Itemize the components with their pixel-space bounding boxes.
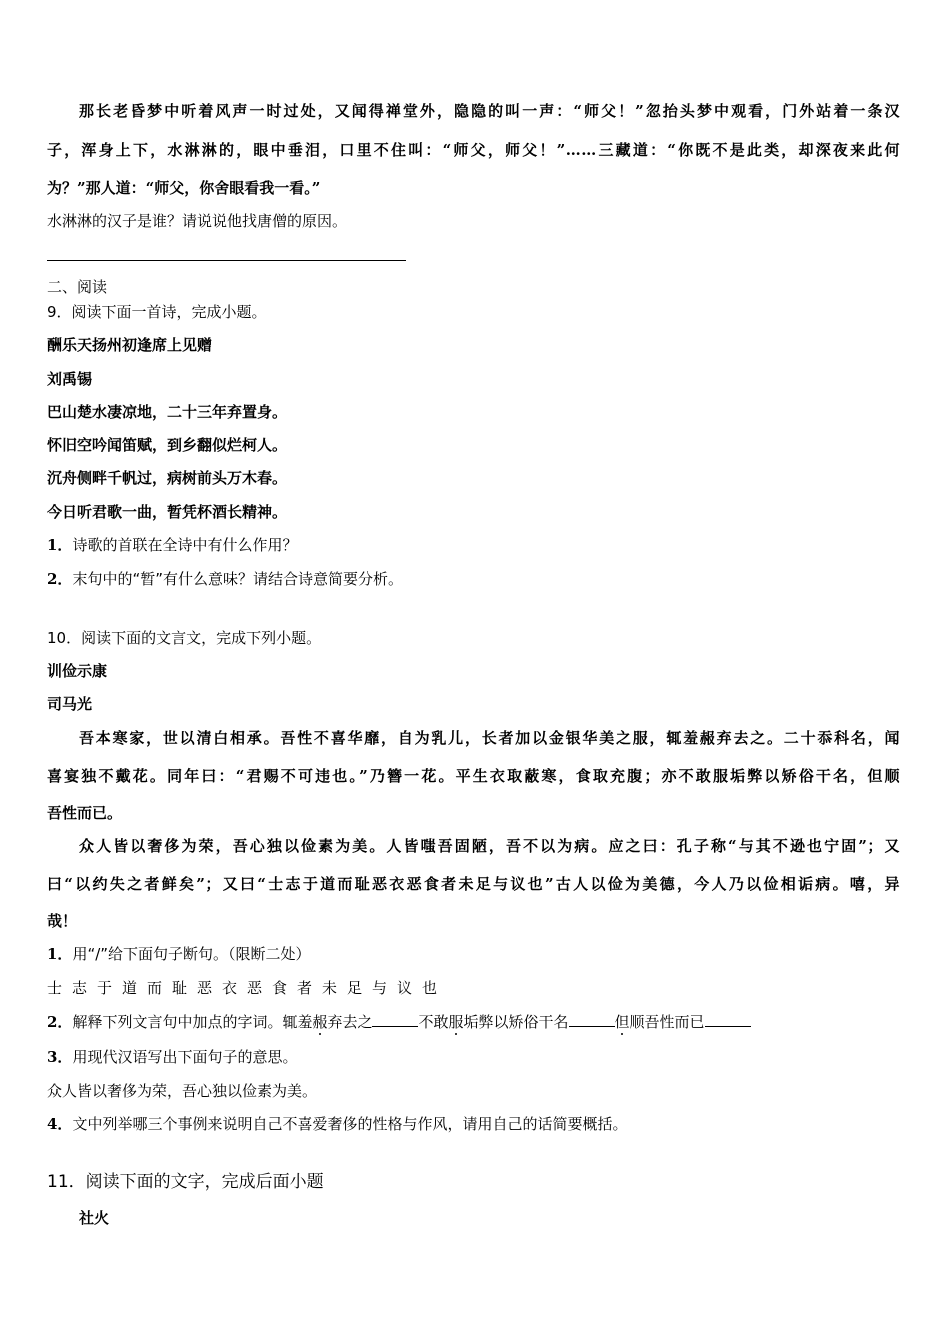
q9-poem-line-4: 今日听君歌一曲，暂凭杯酒长精神。 xyxy=(47,503,288,521)
q10-sub2-part-1: 弃去之 xyxy=(327,1013,373,1031)
q9-sub-question-2 xyxy=(47,569,403,589)
q9-poem-line-2: 怀旧空吟闻笛赋，到乡翻似烂柯人。 xyxy=(47,436,288,454)
q10-sub2-lead: 解释下列文言句中加点的字词。辄羞 xyxy=(72,1013,313,1031)
q10-para1-line-1: 吾本寒家，世以清白相承。吾性不喜华靡，自为乳儿，长者加以金银华美之服，辄羞赧弃去之。二十忝科名，闻 xyxy=(79,729,900,747)
q9-sub1-number: 1． xyxy=(47,536,73,554)
q10-sub2-part-3: 垢弊以矫俗干名 xyxy=(463,1013,569,1031)
q9-poem-title: 酬乐天扬州初逢席上见赠 xyxy=(47,336,213,354)
q10-sub-question-4 xyxy=(47,1114,627,1134)
q9-sub2-number: 2． xyxy=(47,570,73,588)
section-title: 二、阅读 xyxy=(47,278,108,296)
q10-sub2-part-2: 不敢 xyxy=(418,1013,449,1031)
q10-sub3-number: 3． xyxy=(47,1048,73,1066)
passage-line-2: 子，浑身上下，水淋淋的，眼中垂泪，口里不住叫：“师父，师父！”……三藏道：“你既不是此类，却深夜来此何 xyxy=(47,141,900,159)
answer-line xyxy=(47,260,406,261)
q10-sub4-number: 4． xyxy=(47,1115,73,1133)
q10-sub1-text: 用“/”给下面句子断句。（限断二处） xyxy=(72,945,311,963)
dotted-char-1: 赧 xyxy=(312,1013,328,1031)
q11-title: 社火 xyxy=(79,1209,110,1227)
q9-poem-line-3: 沉舟侧畔千帆过，病树前头万木春。 xyxy=(47,469,288,487)
q10-sub2-number: 2． xyxy=(47,1013,73,1031)
q10-author: 司马光 xyxy=(47,695,93,713)
dotted-char-3: 但 xyxy=(614,1013,630,1031)
passage-line-3: 为？”那人道：“师父，你舍眼看我一看。” xyxy=(47,179,321,197)
answer-blank-3[interactable] xyxy=(705,1012,751,1027)
q9-sub2-text: 末句中的“暂”有什么意味？请结合诗意简要分析。 xyxy=(72,570,403,588)
q10-title: 训俭示康 xyxy=(47,662,108,680)
q10-sub1-sentence: 士志于道而耻恶衣恶食者未足与议也 xyxy=(47,979,448,997)
passage-question: 水淋淋的汉子是谁？请说说他找唐僧的原因。 xyxy=(47,212,348,230)
answer-blank-1[interactable] xyxy=(372,1012,418,1027)
q10-para1-line-3: 吾性而已。 xyxy=(47,804,123,822)
q9-sub1-text: 诗歌的首联在全诗中有什么作用？ xyxy=(72,536,298,554)
passage-line-1: 那长老昏梦中听着风声一时过处，又闻得禅堂外，隐隐的叫一声：“师父！”忽抬头梦中观看，门外站着一条汉 xyxy=(79,102,900,120)
q10-para2-line-1: 众人皆以奢侈为荣，吾心独以俭素为美。人皆嗤吾固陋，吾不以为病。应之曰：孔子称“与其不逊也宁固”；又 xyxy=(79,837,900,855)
q10-para2-line-3: 哉！ xyxy=(47,912,78,930)
q10-sub-question-2 xyxy=(47,1012,751,1032)
q9-poem-line-1: 巴山楚水凄凉地，二十三年弃置身。 xyxy=(47,403,288,421)
q10-prompt: 10．阅读下面的文言文，完成下列小题。 xyxy=(47,629,322,647)
q10-sub3-text: 用现代汉语写出下面句子的意思。 xyxy=(72,1048,298,1066)
q10-para2-line-2: 曰“以约失之者鲜矣”；又曰“士志于道而耻恶衣恶食者未足与议也”古人以俭为美德，今人乃以俭相诟病。嘻，异 xyxy=(47,875,900,893)
dotted-char-2: 服 xyxy=(448,1013,464,1031)
q9-sub-question-1 xyxy=(47,535,297,555)
q10-sub4-text: 文中列举哪三个事例来说明自己不喜爱奢侈的性格与作风，请用自己的话简要概括。 xyxy=(72,1115,628,1133)
q10-sub-question-3 xyxy=(47,1047,297,1067)
q10-sub-question-1 xyxy=(47,944,311,964)
q9-poem-author: 刘禹锡 xyxy=(47,370,93,388)
q10-sub2-part-4: 顺吾性而已 xyxy=(629,1013,705,1031)
q10-sub3-sentence: 众人皆以奢侈为荣，吾心独以俭素为美。 xyxy=(47,1082,318,1100)
q10-para1-line-2: 喜宴独不戴花。同年曰：“君赐不可违也。”乃簪一花。平生衣取蔽寒，食取充腹；亦不敢服垢弊以矫俗干名，但顺 xyxy=(47,767,900,785)
q11-prompt: 11．阅读下面的文字，完成后面小题 xyxy=(47,1172,324,1192)
q9-prompt: 9．阅读下面一首诗，完成小题。 xyxy=(47,303,267,321)
q10-sub1-number: 1． xyxy=(47,945,73,963)
answer-blank-2[interactable] xyxy=(569,1012,615,1027)
